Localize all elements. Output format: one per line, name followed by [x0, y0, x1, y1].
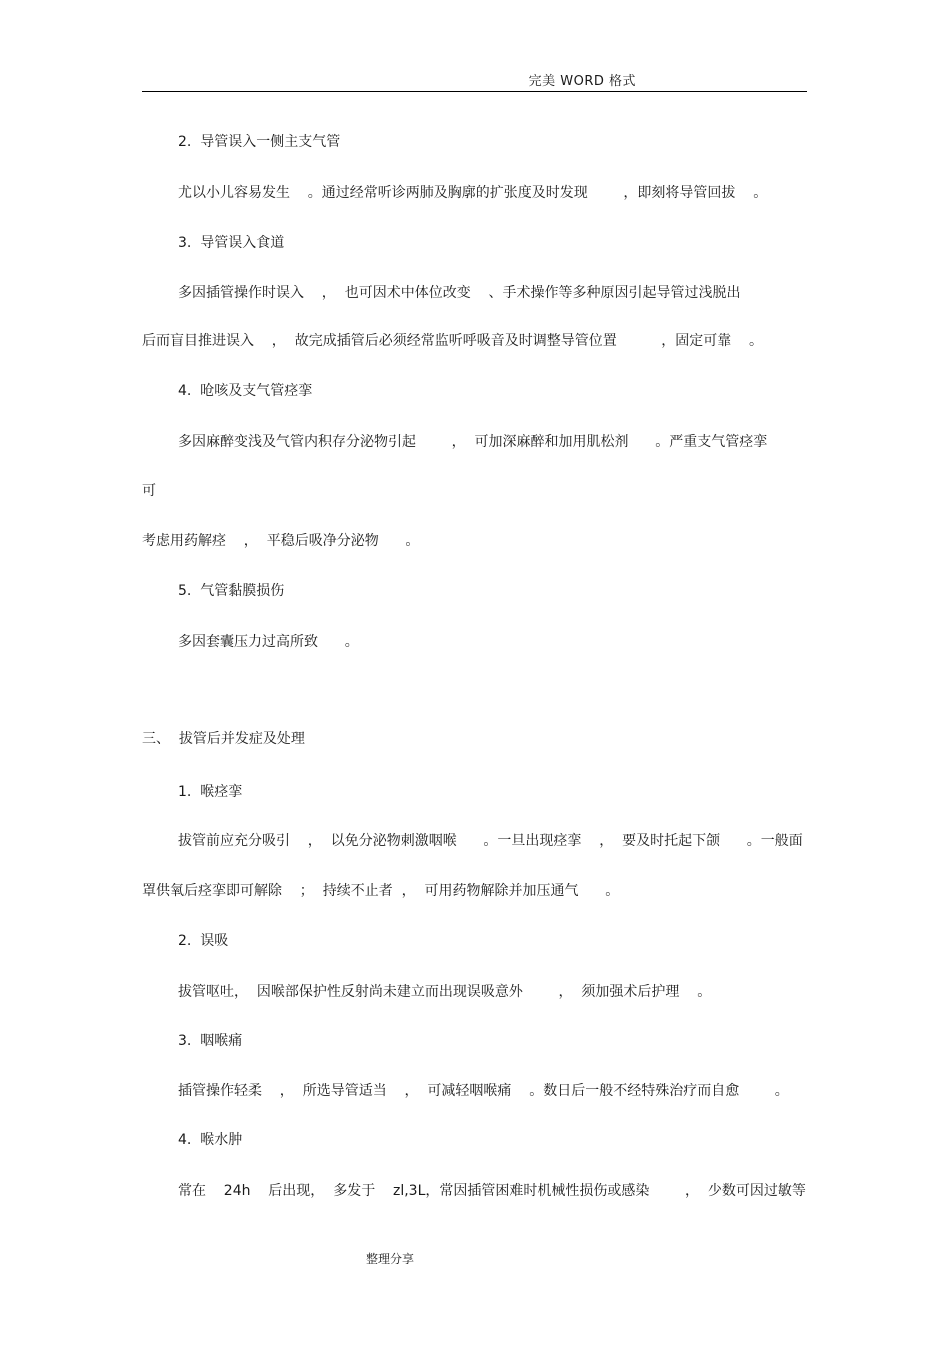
subheading-5: 5. 气管黏膜损伤	[178, 583, 285, 599]
subheading-4: 4. 喉水肿	[178, 1132, 243, 1148]
header-divider	[142, 91, 807, 92]
paragraph-line: 多因麻醉变浅及气管内积存分泌物引起 ， 可加深麻醉和加用肌松剂 。严重支气管痉挛	[178, 434, 768, 450]
paragraph-line: 后而盲目推进误入 ， 故完成插管后必须经常监听呼吸音及时调整导管位置 ，固定可靠 。	[142, 333, 764, 349]
paragraph-line: 罩供氧后痉挛即可解除 ； 持续不止者 ， 可用药物解除并加压通气 。	[142, 883, 620, 899]
paragraph-line: 拔管呕吐， 因喉部保护性反射尚未建立而出现误吸意外 ， 须加强术后护理 。	[178, 984, 712, 1000]
subheading-3: 3. 咽喉痛	[178, 1033, 243, 1049]
paragraph-line: 多因插管操作时误入 ， 也可因术中体位改变 、手术操作等多种原因引起导管过浅脱出	[178, 285, 741, 301]
subheading-1: 1. 喉痉挛	[178, 784, 243, 800]
section-heading-3: 三、 拔管后并发症及处理	[142, 731, 305, 747]
paragraph-line: 插管操作轻柔 ， 所选导管适当 ， 可减轻咽喉痛 。数日后一般不经特殊治疗而自愈 。	[178, 1083, 789, 1099]
paragraph-line: 考虑用药解痉 ， 平稳后吸净分泌物 。	[142, 533, 420, 549]
paragraph-line: 可	[142, 483, 156, 499]
page-footer-text: 整理分享	[366, 1252, 415, 1266]
subheading-4: 4. 呛咳及支气管痉挛	[178, 383, 313, 399]
subheading-2: 2. 误吸	[178, 933, 229, 949]
paragraph-line: 尤以小儿容易发生 。通过经常听诊两肺及胸廓的扩张度及时发现 ，即刻将导管回拔 。	[178, 185, 768, 201]
paragraph-line: 多因套囊压力过高所致 。	[178, 634, 359, 650]
paragraph-line: 拔管前应充分吸引 ， 以免分泌物刺激咽喉 。一旦出现痉挛 ， 要及时托起下颌 。一般面	[178, 833, 803, 849]
subheading-2: 2. 导管误入一侧主支气管	[178, 134, 341, 150]
paragraph-line: 常在 24h 后出现， 多发于 zl,3L，常因插管困难时机械性损伤或感染 ， 少数可因过敏等	[178, 1183, 806, 1199]
subheading-3: 3. 导管误入食道	[178, 235, 285, 251]
page-header-title: 完美 WORD 格式	[528, 74, 636, 89]
